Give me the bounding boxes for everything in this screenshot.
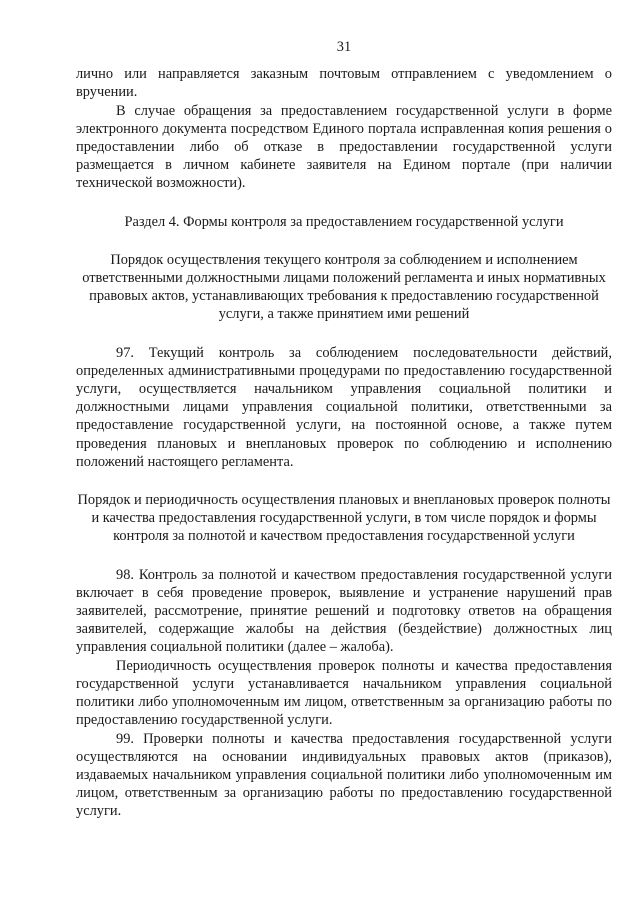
section-4-title: Раздел 4. Формы контроля за предоставлением государственной услуги: [124, 213, 564, 230]
subsection-current-control-title: Порядок осуществления текущего контроля за соблюдением и исполнением ответственными должностными лицами положений регламента и иных нормативных правовых актов, устанавливающих требования к предоставлению государственной услуги, а также принятием ими решений: [82, 251, 606, 323]
item-97: 97. Текущий контроль за соблюдением последовательности действий, определенных административными процедурами по предоставлению государственной услуги, осуществляется начальником управления социальной политики и должностными лицами управления социальной политики, ответственными за предоставление государственной услуги, на постоянной основе, а также путем проведения плановых и внеплановых проверок по соблюдению и исполнению положений настоящего регламента.: [76, 344, 612, 470]
document-page: [76, 38, 612, 821]
paragraph-continuation: лично или направляется заказным почтовым отправлением с уведомлением о вручении.: [76, 66, 612, 101]
subsection-checks-title: Порядок и периодичность осуществления плановых и внеплановых проверок полноты и качества предоставления государственной услуги, в том числе порядок и формы контроля за полнотой и качеством предоставления государственной услуги: [77, 492, 611, 545]
paragraph-periodicity: Периодичность осуществления проверок полноты и качества предоставления государственной услуги устанавливается начальником управления социальной политики либо уполномоченным им лицом, ответственным за организацию работы по предоставлению государственной услуги.: [76, 657, 612, 729]
item-98: 98. Контроль за полнотой и качеством предоставления государственной услуги включает в себя проведение проверок, выявление и устранение нарушений прав заявителей, рассмотрение, принятие решений и подготовку ответов на обращения заявителей, содержащие жалобы на действия (бездействие) должностных лиц управления социальной политики (далее – жалоба).: [76, 566, 612, 656]
item-99: 99. Проверки полноты и качества предоставления государственной услуги осуществляются на основании индивидуальных правовых актов (приказов), издаваемых начальником управления социальной политики либо уполномоченным им лицом, ответственным за организацию работы по предоставлению государственной услуги.: [76, 730, 612, 820]
page-number: 31: [336, 39, 352, 55]
paragraph-electronic-delivery: В случае обращения за предоставлением государственной услуги в форме электронного документа посредством Единого портала исправленная копия решения о предоставлении либо об отказе в предоставлении государственной услуги размещается в личном кабинете заявителя на Едином портале (при наличии технической возможности).: [76, 102, 612, 192]
